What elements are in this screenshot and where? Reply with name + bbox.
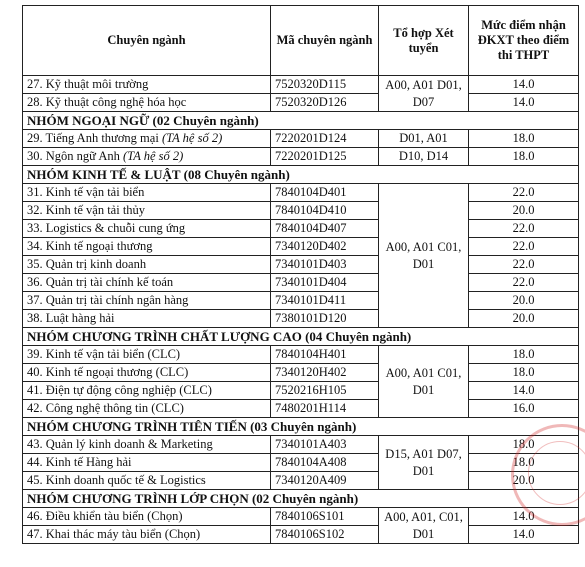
table-row	[23, 508, 579, 526]
major-name: 43. Quản lý kinh doanh & Marketing	[23, 436, 271, 454]
major-note: (TA hệ số 2)	[161, 131, 223, 145]
major-note: (TA hệ số 2)	[123, 149, 184, 163]
score: 20.0	[469, 310, 579, 328]
subject-combination: A00, A01 C01, D01	[379, 184, 469, 328]
major-code: 7340101A403	[271, 436, 379, 454]
score: 22.0	[469, 256, 579, 274]
major-name: 36. Quản trị tài chính kế toán	[23, 274, 271, 292]
major-name-cell	[23, 130, 271, 148]
table-row	[23, 130, 579, 148]
major-code: 7840104D401	[271, 184, 379, 202]
score: 22.0	[469, 220, 579, 238]
major-name: 28. Kỹ thuật công nghệ hóa học	[23, 94, 271, 112]
header-combination: Tổ hợp Xét tuyển	[379, 6, 469, 76]
major-name: 39. Kinh tế vận tải biển (CLC)	[23, 346, 271, 364]
score: 18.0	[469, 148, 579, 166]
major-code: 7220201D125	[271, 148, 379, 166]
group-header-row	[23, 418, 579, 436]
major-name: 32. Kinh tế vận tải thủy	[23, 202, 271, 220]
subject-combination: D01, A01	[379, 130, 469, 148]
admission-scores-table	[22, 5, 579, 544]
table-row	[23, 454, 579, 472]
group-header-row	[23, 328, 579, 346]
score: 14.0	[469, 508, 579, 526]
group-title: NHÓM CHƯƠNG TRÌNH CHẤT LƯỢNG CAO (04 Chuyên ngành)	[23, 328, 579, 346]
score: 22.0	[469, 238, 579, 256]
score: 18.0	[469, 436, 579, 454]
table-row	[23, 76, 579, 94]
table-row	[23, 436, 579, 454]
header-code: Mã chuyên ngành	[271, 6, 379, 76]
major-name: 30. Ngôn ngữ Anh	[27, 149, 124, 163]
score: 20.0	[469, 202, 579, 220]
major-code: 7340101D403	[271, 256, 379, 274]
major-code: 7340101D411	[271, 292, 379, 310]
major-name: 27. Kỹ thuật môi trường	[23, 76, 271, 94]
score: 18.0	[469, 454, 579, 472]
major-code: 7520320D115	[271, 76, 379, 94]
major-name: 47. Khai thác máy tàu biển (Chọn)	[23, 526, 271, 544]
score: 14.0	[469, 94, 579, 112]
major-name: 38. Luật hàng hải	[23, 310, 271, 328]
major-name: 44. Kinh tế Hàng hải	[23, 454, 271, 472]
group-header-row	[23, 490, 579, 508]
score: 18.0	[469, 346, 579, 364]
subject-combination: D10, D14	[379, 148, 469, 166]
major-code: 7840104D407	[271, 220, 379, 238]
header-score: Mức điểm nhận ĐKXT theo điểm thi THPT	[469, 6, 579, 76]
table-row	[23, 220, 579, 238]
table-row	[23, 472, 579, 490]
score: 14.0	[469, 76, 579, 94]
table-row	[23, 274, 579, 292]
major-code: 7340120D402	[271, 238, 379, 256]
major-code: 7220201D124	[271, 130, 379, 148]
major-code: 7840104D410	[271, 202, 379, 220]
subject-combination: A00, A01 D01, D07	[379, 76, 469, 112]
subject-combination: A00, A01 C01, D01	[379, 346, 469, 418]
score: 22.0	[469, 184, 579, 202]
major-name: 35. Quản trị kinh doanh	[23, 256, 271, 274]
table-row	[23, 202, 579, 220]
major-name: 40. Kinh tế ngoại thương (CLC)	[23, 364, 271, 382]
major-code: 7840106S101	[271, 508, 379, 526]
major-code: 7840104H401	[271, 346, 379, 364]
major-code: 7840106S102	[271, 526, 379, 544]
score: 16.0	[469, 400, 579, 418]
major-code: 7380101D120	[271, 310, 379, 328]
score: 18.0	[469, 130, 579, 148]
score: 14.0	[469, 382, 579, 400]
table-row	[23, 382, 579, 400]
major-name: 34. Kinh tế ngoại thương	[23, 238, 271, 256]
table-row	[23, 184, 579, 202]
table-row	[23, 256, 579, 274]
score: 18.0	[469, 364, 579, 382]
group-header-row	[23, 112, 579, 130]
table-row	[23, 292, 579, 310]
major-name: 29. Tiếng Anh thương mại	[27, 131, 162, 145]
table-row	[23, 310, 579, 328]
score: 20.0	[469, 292, 579, 310]
table-row	[23, 148, 579, 166]
group-title: NHÓM KINH TẾ & LUẬT (08 Chuyên ngành)	[23, 166, 579, 184]
score: 14.0	[469, 526, 579, 544]
major-name: 42. Công nghệ thông tin (CLC)	[23, 400, 271, 418]
major-code: 7340101D404	[271, 274, 379, 292]
score: 20.0	[469, 472, 579, 490]
header-major: Chuyên ngành	[23, 6, 271, 76]
stamp-inner-ring	[528, 441, 585, 505]
major-code: 7520216H105	[271, 382, 379, 400]
major-code: 7340120H402	[271, 364, 379, 382]
admission-table-page	[22, 5, 578, 544]
major-code: 7340120A409	[271, 472, 379, 490]
subject-combination: D15, A01 D07, D01	[379, 436, 469, 490]
table-row	[23, 346, 579, 364]
table-header-row	[23, 6, 579, 76]
group-title: NHÓM NGOẠI NGỮ (02 Chuyên ngành)	[23, 112, 579, 130]
major-name-cell	[23, 148, 271, 166]
subject-combination: A00, A01, C01, D01	[379, 508, 469, 544]
group-header-row	[23, 166, 579, 184]
table-row	[23, 400, 579, 418]
table-row	[23, 364, 579, 382]
group-title: NHÓM CHƯƠNG TRÌNH TIÊN TIẾN (03 Chuyên ngành)	[23, 418, 579, 436]
table-row	[23, 238, 579, 256]
table-row	[23, 526, 579, 544]
table-row	[23, 94, 579, 112]
group-title: NHÓM CHƯƠNG TRÌNH LỚP CHỌN (02 Chuyên ngành)	[23, 490, 579, 508]
major-name: 33. Logistics & chuỗi cung ứng	[23, 220, 271, 238]
major-code: 7520320D126	[271, 94, 379, 112]
score: 22.0	[469, 274, 579, 292]
major-code: 7840104A408	[271, 454, 379, 472]
major-code: 7480201H114	[271, 400, 379, 418]
major-name: 46. Điều khiển tàu biển (Chọn)	[23, 508, 271, 526]
major-name: 31. Kinh tế vận tải biển	[23, 184, 271, 202]
major-name: 37. Quản trị tài chính ngân hàng	[23, 292, 271, 310]
major-name: 41. Điện tự động công nghiệp (CLC)	[23, 382, 271, 400]
major-name: 45. Kinh doanh quốc tế & Logistics	[23, 472, 271, 490]
